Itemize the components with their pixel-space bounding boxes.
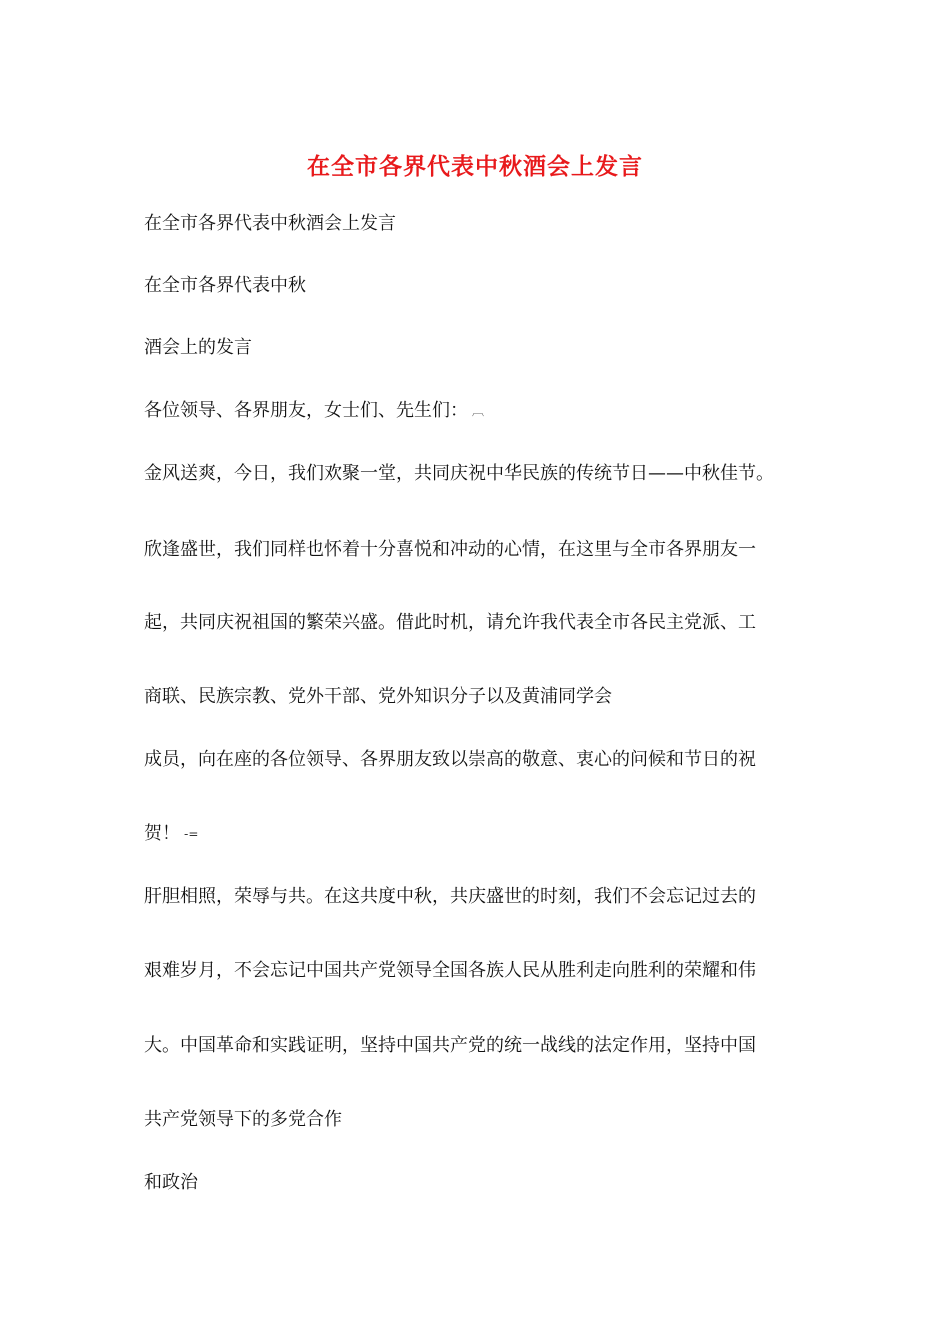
scan-artifact-mark: -= [184,827,199,841]
paragraph-line: 酒会上的发言 [144,337,252,358]
salutation-line [144,398,484,424]
greeting-end-text: 贺！ [144,823,180,844]
paragraph-line: 欣逢盛世，我们同样也怀着十分喜悦和冲动的心情，在这里与全市各界朋友一 [144,539,756,560]
page-title: 在全市各界代表中秋酒会上发言 [307,153,643,180]
paragraph-line: 商联、民族宗教、党外干部、党外知识分子以及黄浦同学会 [144,686,612,707]
scan-artifact-mark: ︹ [472,404,485,418]
paragraph-line: 艰难岁月，不会忘记中国共产党领导全国各族人民从胜利走向胜利的荣耀和伟 [144,960,756,981]
paragraph-line: 在全市各界代表中秋酒会上发言 [144,213,396,234]
paragraph-line: 大。中国革命和实践证明，坚持中国共产党的统一战线的法定作用，坚持中国 [144,1035,756,1056]
paragraph-line: 和政治 [144,1172,198,1193]
salutation-text: 各位领导、各界朋友，女士们、先生们： [144,400,468,421]
paragraph-line: 金风送爽，今日，我们欢聚一堂，共同庆祝中华民族的传统节日——中秋佳节。 [144,463,774,484]
paragraph-line: 肝胆相照，荣辱与共。在这共度中秋，共庆盛世的时刻，我们不会忘记过去的 [144,886,756,907]
paragraph-line: 起，共同庆祝祖国的繁荣兴盛。借此时机，请允许我代表全市各民主党派、工 [144,612,756,633]
paragraph-line: 在全市各界代表中秋 [144,275,306,296]
greeting-end-line [144,821,198,847]
paragraph-line: 共产党领导下的多党合作 [144,1109,342,1130]
paragraph-line: 成员，向在座的各位领导、各界朋友致以崇高的敬意、衷心的问候和节日的祝 [144,749,756,770]
